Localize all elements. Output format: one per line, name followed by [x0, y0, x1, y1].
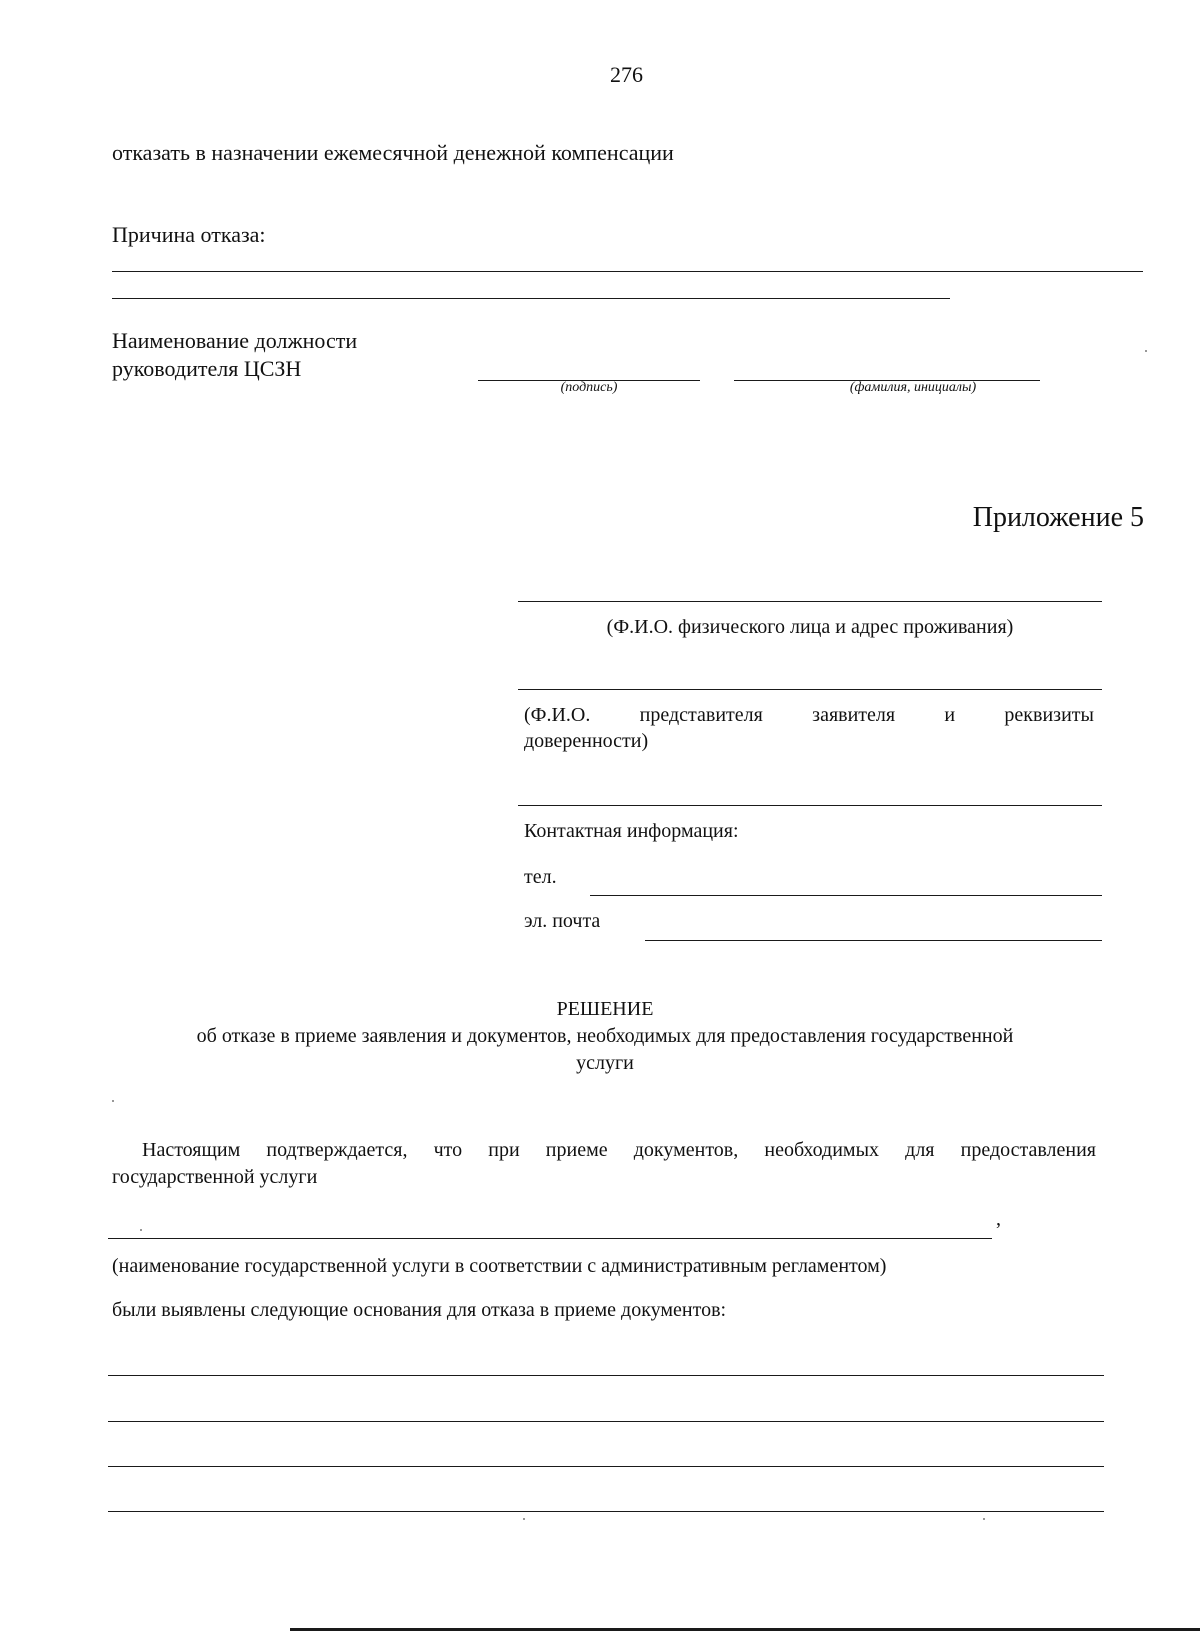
grounds-line-3 [108, 1466, 1104, 1467]
service-line-comma: , [996, 1208, 1001, 1230]
representative-word: представителя [639, 704, 763, 726]
representative-caption-line2: доверенности) [524, 730, 649, 752]
applicant-caption: (Ф.И.О. физического лица и адрес проживания) [606, 616, 1014, 638]
name-caption: (фамилия, инициалы) [849, 380, 977, 395]
email-line [645, 940, 1102, 941]
representative-line [518, 689, 1102, 690]
grounds-line-4 [108, 1511, 1104, 1512]
grounds-label: были выявлены следующие основания для отказа в приеме документов: [112, 1299, 727, 1321]
page-number: 276 [610, 62, 643, 87]
decision-body-line1: Настоящим подтверждается, что при приеме документов, необходимых для предоставления [142, 1139, 1096, 1161]
scan-speck [140, 1229, 142, 1231]
decision-title: РЕШЕНИЕ [556, 998, 654, 1020]
scan-speck [983, 1518, 985, 1520]
refusal-reason-label: Причина отказа: [112, 222, 266, 247]
representative-caption-line1 [524, 704, 1094, 727]
contact-separator-line [518, 805, 1102, 806]
phone-line [590, 895, 1102, 896]
service-caption: (наименование государственной услуги в соответствии с административным регламентом) [112, 1255, 887, 1277]
decision-subtitle-line2: услуги [576, 1052, 634, 1074]
phone-label: тел. [524, 866, 557, 888]
reason-line-1 [112, 271, 1143, 272]
contact-label: Контактная информация: [524, 820, 739, 842]
grounds-line-1 [108, 1375, 1104, 1376]
signature-caption: (подпись) [560, 380, 618, 395]
grounds-line-2 [108, 1421, 1104, 1422]
scan-speck [1145, 350, 1147, 352]
representative-word: реквизиты [1004, 704, 1094, 726]
refusal-heading: отказать в назначении ежемесячной денежной компенсации [112, 140, 674, 165]
decision-body-line2: государственной услуги [112, 1166, 318, 1188]
reason-line-2 [112, 298, 950, 299]
email-label: эл. почта [524, 910, 601, 932]
service-name-line [108, 1238, 992, 1239]
representative-word: заявителя [812, 704, 896, 726]
appendix-label: Приложение 5 [972, 502, 1144, 533]
applicant-line [518, 601, 1102, 602]
representative-word: и [944, 704, 956, 726]
scan-speck [112, 1100, 114, 1102]
position-title-line1: Наименование должности [112, 328, 358, 353]
scan-speck [523, 1518, 525, 1520]
position-title-line2: руководителя ЦСЗН [112, 356, 302, 381]
representative-word: (Ф.И.О. [524, 704, 591, 726]
decision-subtitle-line1: об отказе в приеме заявления и документов, необходимых для предоставления государственной [196, 1025, 1014, 1047]
